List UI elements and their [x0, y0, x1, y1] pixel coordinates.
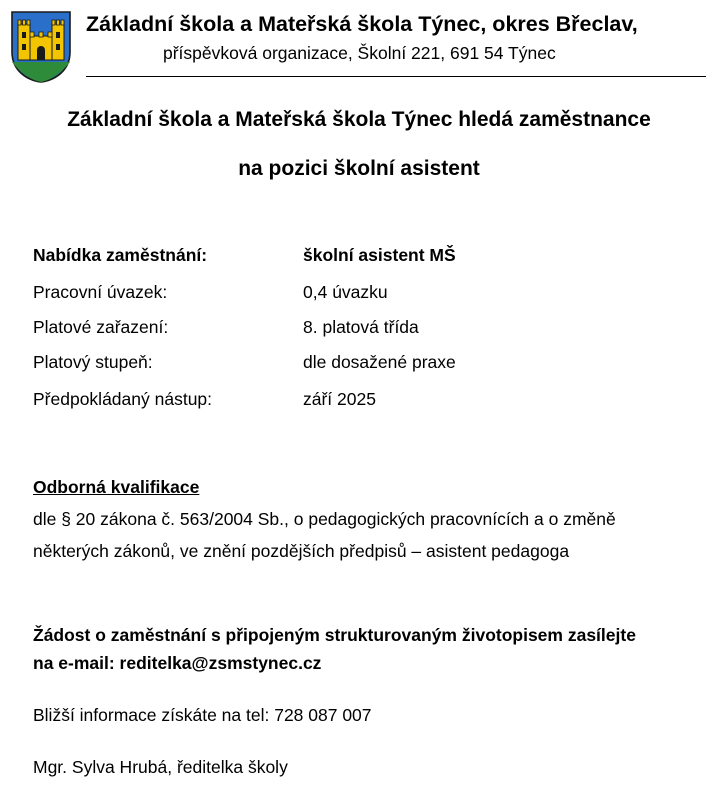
offer-value: školní asistent MŠ	[303, 245, 456, 265]
qualification-text-line-2: některých zákonů, ve znění pozdějších předpisů – asistent pedagoga	[33, 541, 570, 561]
offer-value: září 2025	[303, 389, 376, 409]
municipal-coat-of-arms-icon	[10, 10, 72, 84]
school-name: Základní škola a Mateřská škola Týnec, okres Břeclav,	[86, 12, 638, 36]
offer-label: Předpokládaný nástup:	[33, 389, 213, 409]
contact-phone-line: Bližší informace získáte na tel: 728 087 007	[33, 705, 372, 725]
school-address: příspěvková organizace, Školní 221, 691 54 Týnec	[163, 43, 556, 63]
signature-line: Mgr. Sylva Hrubá, ředitelka školy	[33, 757, 288, 777]
offer-label: Pracovní úvazek:	[33, 282, 168, 302]
application-text-line-1: Žádost o zaměstnání s připojeným strukturovaným životopisem zasílejte	[33, 625, 636, 645]
offer-value: 0,4 úvazku	[303, 282, 388, 302]
page-title-line-2: na pozici školní asistent	[238, 157, 480, 180]
offer-row-start-date	[33, 389, 693, 413]
offer-row-salary-class	[33, 317, 693, 341]
qualification-heading: Odborná kvalifikace	[33, 477, 200, 497]
offer-row-workload	[33, 282, 693, 306]
page-title-line-1: Základní škola a Mateřská škola Týnec hledá zaměstnance	[67, 108, 651, 131]
offer-row-salary-level	[33, 352, 693, 376]
offer-value: dle dosažené praxe	[303, 352, 456, 372]
application-email-line: na e-mail: reditelka@zsmstynec.cz	[33, 653, 322, 673]
offer-label: Platový stupeň:	[33, 352, 153, 372]
header-divider	[86, 76, 706, 77]
offer-label: Nabídka zaměstnání:	[33, 245, 208, 265]
offer-label: Platové zařazení:	[33, 317, 169, 337]
offer-row-position	[33, 245, 693, 269]
qualification-text-line-1: dle § 20 zákona č. 563/2004 Sb., o pedagogických pracovnících a o změně	[33, 509, 616, 529]
offer-value: 8. platová třída	[303, 317, 419, 337]
